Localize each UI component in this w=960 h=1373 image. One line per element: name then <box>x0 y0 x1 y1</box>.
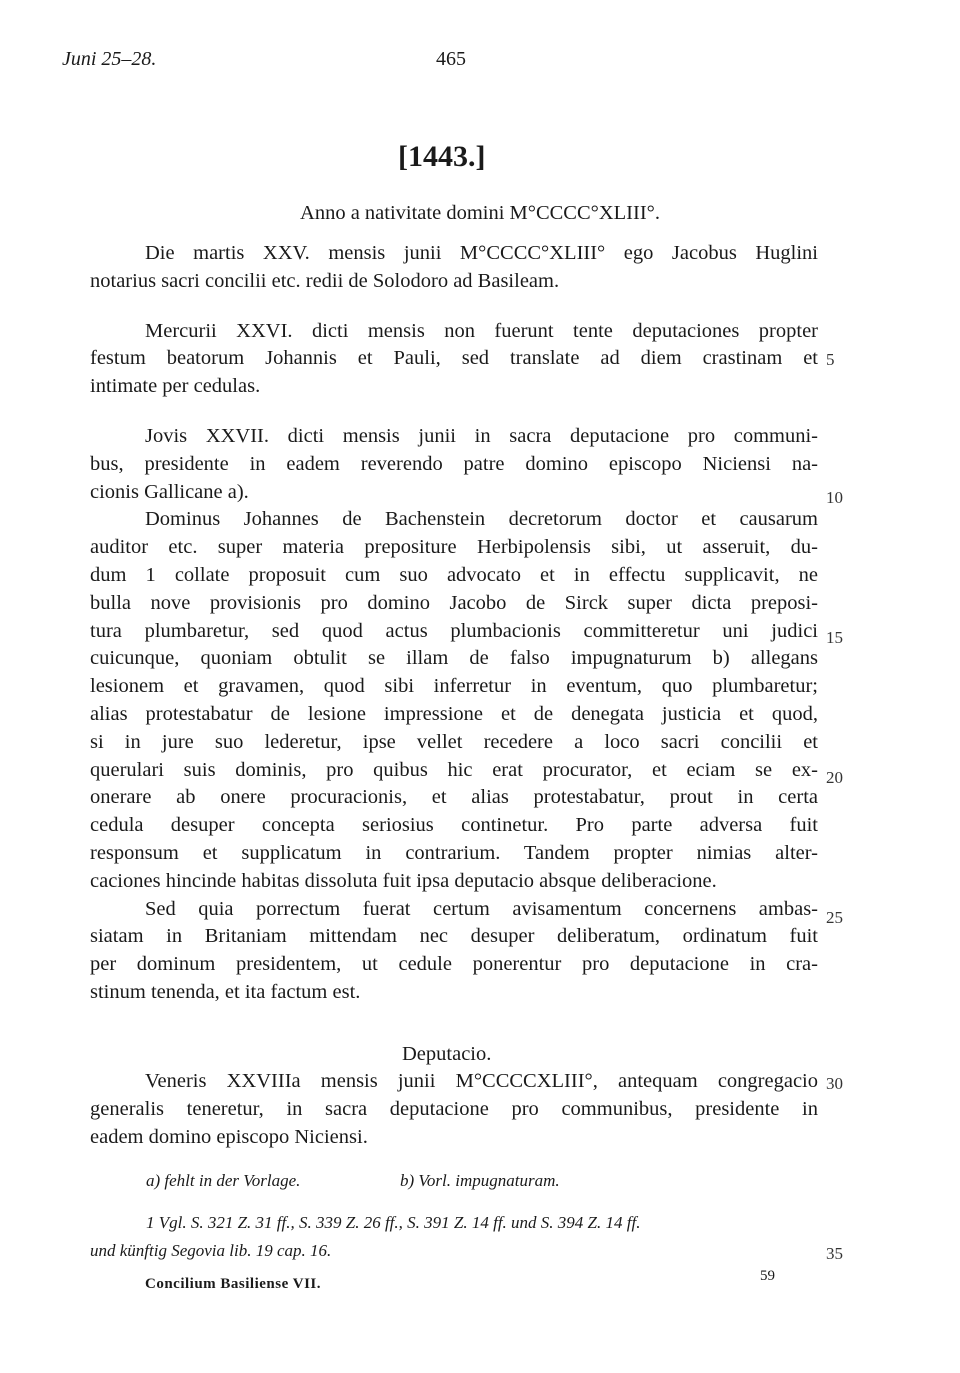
text-line: festum beatorum Johannis et Pauli, sed translate ad diem crastinam et <box>90 347 818 370</box>
line-number: 30 <box>826 1074 843 1093</box>
text-line: notarius sacri concilii etc. redii de Solodoro ad Basileam. <box>90 269 560 292</box>
text-line: intimate per cedulas. <box>90 375 261 398</box>
text-line: siatam in Britaniam mittendam nec desuper deliberatum, ordinatum fuit <box>90 925 818 948</box>
footnote-1-line1: 1 Vgl. S. 321 Z. 31 ff., S. 339 Z. 26 ff., S. 391 Z. 14 ff. und S. 394 Z. 14 ff. <box>146 1213 641 1232</box>
text-line: Die martis XXV. mensis junii M°CCCC°XLIII° ego Jacobus Huglini <box>145 242 818 264</box>
text-line: per dominum presidentem, ut cedule ponerentur pro deputacione in cra- <box>90 953 818 976</box>
line-number: 10 <box>826 488 843 507</box>
page-number: 465 <box>436 48 466 70</box>
footer-title: Concilium Basiliense VII. <box>145 1276 321 1292</box>
text-line: stinum tenenda, et ita factum est. <box>90 981 361 1003</box>
text-line: Dominus Johannes de Bachenstein decretorum doctor et causarum <box>145 508 818 531</box>
line-number: 35 <box>826 1244 843 1263</box>
text-line: si in jure suo lederetur, ipse vellet recedere a loco sacri concilii et <box>90 730 818 753</box>
text-line: lesionem et gravamen, quod sibi inferretur in eventum, quo plumbaretur; <box>90 675 818 698</box>
text-line: Jovis XXVII. dicti mensis junii in sacra deputacione pro communi- <box>145 425 818 447</box>
text-line: cuicunque, quoniam obtulit se illam de falso impugnaturum b) allegans <box>90 647 818 670</box>
running-head-date: Juni 25–28. <box>62 48 157 70</box>
text-line: alias protestabatur de lesione impressione et de denegata justicia et quod, <box>90 703 818 725</box>
text-line: dum 1 collate proposuit cum suo advocato et in effectu supplicavit, ne <box>90 564 818 586</box>
text-line: onerare ab onere procuracionis, et alias protestabatur, prout in certa <box>90 786 818 809</box>
line-number: 25 <box>826 908 843 927</box>
text-line: Veneris XXVIIIa mensis junii M°CCCCXLIII°, antequam congregacio <box>145 1070 818 1092</box>
text-line: bulla nove provisionis pro domino Jacobo de Sirck super dicta preposi- <box>90 591 818 614</box>
year-title: [1443.] <box>398 140 486 173</box>
text-line: cionis Gallicane a). <box>90 480 249 503</box>
text-line: querulari suis dominis, pro quibus hic erat procurator, et eciam se ex- <box>90 758 818 781</box>
deputacio-heading: Deputacio. <box>402 1043 492 1065</box>
line-number: 15 <box>826 628 843 647</box>
text-line: bus, presidente in eadem reverendo patre domino episcopo Niciensi na- <box>90 452 818 475</box>
anno-line: Anno a nativitate domini M°CCCC°XLIII°. <box>300 202 660 224</box>
text-line: caciones hincinde habitas dissoluta fuit ipsa deputacio absque deliberacione. <box>90 869 717 892</box>
sheet-signature: 59 <box>760 1268 775 1284</box>
text-line: generalis teneretur, in sacra deputacione pro communibus, presidente in <box>90 1097 818 1120</box>
footnote-b: b) Vorl. impugnaturam. <box>400 1171 560 1190</box>
text-line: auditor etc. super materia prepositure Herbipolensis sibi, ut asseruit, du- <box>90 536 818 559</box>
line-number: 20 <box>826 768 843 787</box>
text-line: tura plumbaretur, sed quod actus plumbacionis committeretur uni judici <box>90 619 818 642</box>
line-number: 5 <box>826 350 835 369</box>
footnote-1-line2: und künftig Segovia lib. 19 cap. 16. <box>90 1241 332 1260</box>
text-line: responsum et supplicatum in contrarium. Tandem propter nimias alter- <box>90 842 818 864</box>
text-line: cedula desuper concepta seriosius continetur. Pro parte adversa fuit <box>90 814 818 837</box>
text-line: Sed quia porrectum fuerat certum avisamentum concernens ambas- <box>145 897 818 920</box>
text-line: eadem domino episcopo Niciensi. <box>90 1125 368 1148</box>
footnote-a: a) fehlt in der Vorlage. <box>146 1171 301 1190</box>
text-line: Mercurii XXVI. dicti mensis non fuerunt tente deputaciones propter <box>145 319 818 342</box>
